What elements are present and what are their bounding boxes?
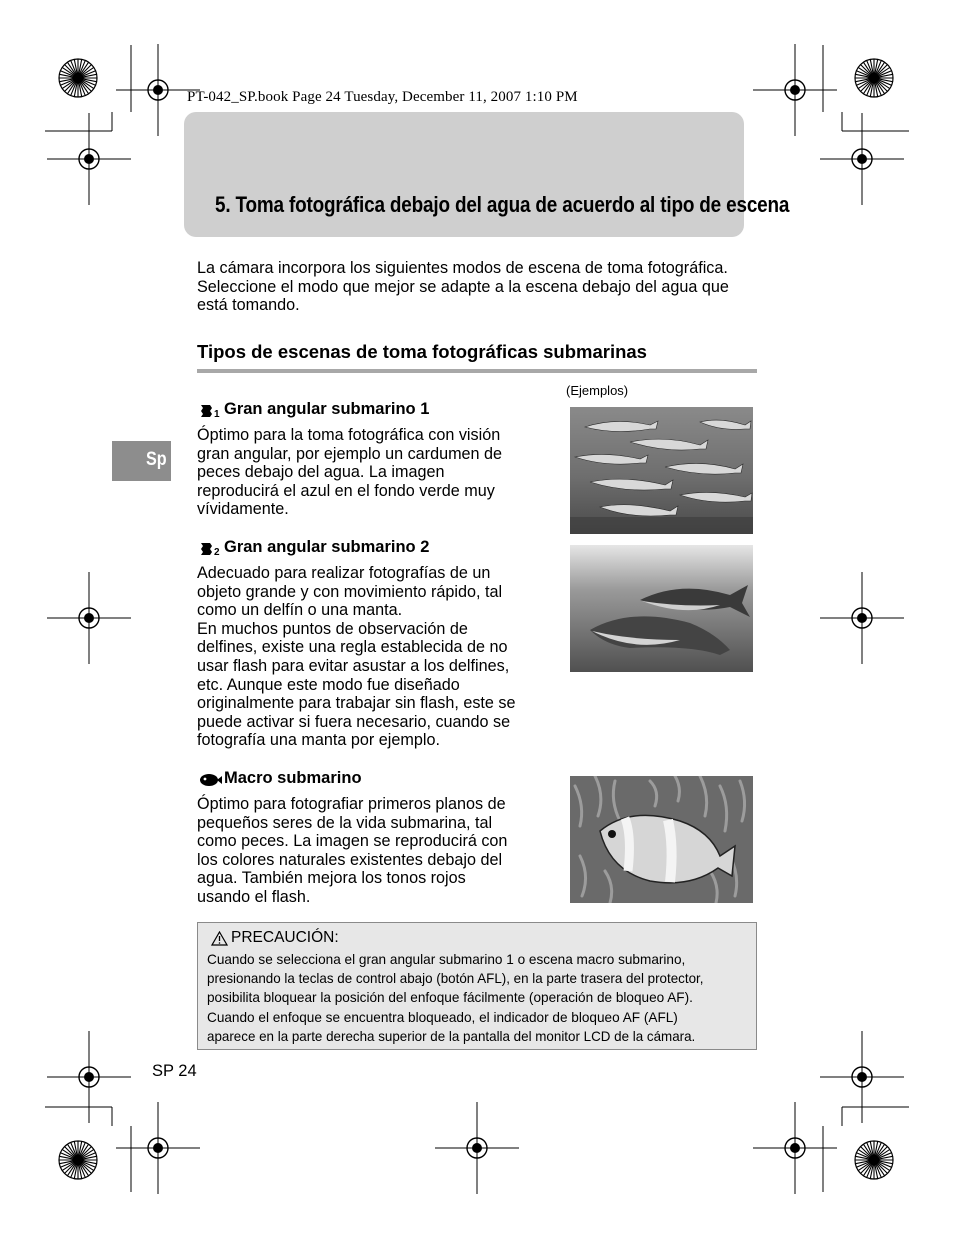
mode-line: Óptimo para la toma fotográfica con visión xyxy=(197,426,501,444)
mode-line: como un delfín o una manta. xyxy=(197,601,403,620)
language-tab-label: Sp xyxy=(146,449,167,470)
underwater-wide1-icon xyxy=(199,402,223,418)
mode-line: usar flash para evitar asustar a los delfines, xyxy=(197,656,510,675)
mode-line: Óptimo para fotografiar primeros planos de xyxy=(197,795,506,813)
intro-line: Seleccione el modo que mejor se adapte a la escena debajo del agua que xyxy=(197,277,729,296)
caution-line: posibilita bloquear la posición del enfoque fácilmente (operación de bloqueo AF). xyxy=(207,990,693,1006)
mode-heading-macro xyxy=(199,769,362,788)
mode-line: etc. Aunque este modo fue diseñado xyxy=(197,675,460,694)
underwater-wide2-icon xyxy=(199,540,223,556)
page-number: SP 24 xyxy=(152,1062,197,1080)
mode-line: peces debajo del agua. La imagen xyxy=(197,463,445,482)
caution-line: presionando la teclas de control abajo (botón AFL), en la parte trasera del protector, xyxy=(207,971,704,987)
intro-line: está tomando. xyxy=(197,296,300,315)
svg-text:2: 2 xyxy=(214,546,220,556)
mode-line: pequeños seres de la vida submarina, tal xyxy=(197,813,493,832)
caution-line: Cuando se selecciona el gran angular submarino 1 o escena macro submarino, xyxy=(207,952,686,967)
mode-line: objeto grande y con movimiento rápido, tal xyxy=(197,582,503,601)
mode-description-wide2 xyxy=(197,564,542,750)
title-banner xyxy=(184,112,744,237)
mode-title: Gran angular submarino 1 xyxy=(224,400,430,418)
print-header: PT-042_SP.book Page 24 Tuesday, December 11, 2007 1:10 PM xyxy=(187,89,578,105)
caution-line: aparece en la parte derecha superior de la pantalla del monitor LCD de la cámara. xyxy=(207,1028,696,1044)
mode-line: agua. También mejora los tonos rojos xyxy=(197,869,466,888)
mode-line: En muchos puntos de observación de xyxy=(197,619,468,638)
mode-line: gran angular, por ejemplo un cardumen de xyxy=(197,444,503,463)
mode-title: Macro submarino xyxy=(224,769,362,787)
caution-label: PRECAUCIÓN: xyxy=(231,929,339,946)
caution-line: Cuando el enfoque se encuentra bloqueado, el indicador de bloqueo AF (AFL) xyxy=(207,1009,678,1025)
clownfish-photo xyxy=(570,776,753,903)
mode-line: fotografía una manta por ejemplo. xyxy=(197,731,440,750)
mode-line: delfines, existe una regla establecida de no xyxy=(197,638,508,657)
mode-line: puede activar si fuera necesario, cuando se xyxy=(197,712,511,731)
mode-line: vívidamente. xyxy=(197,500,289,519)
underwater-macro-icon xyxy=(199,771,223,787)
svg-text:1: 1 xyxy=(214,408,220,418)
caution-heading xyxy=(211,929,339,947)
page-title: 5. Toma fotográfica debajo del agua de acuerdo al tipo de escena xyxy=(215,192,790,217)
mode-line: los colores naturales existentes debajo del xyxy=(197,850,503,869)
caution-text xyxy=(207,950,757,1046)
intro-line: La cámara incorpora los siguientes modos de escena de toma fotográfica. xyxy=(197,259,728,277)
mode-description-macro xyxy=(197,795,542,907)
section-divider xyxy=(197,369,757,373)
mode-line: reproducirá el azul en el fondo verde muy xyxy=(197,481,495,500)
school-of-barracuda-photo xyxy=(570,407,753,534)
mode-line: como peces. La imagen se reproducirá con xyxy=(197,832,508,851)
mode-title: Gran angular submarino 2 xyxy=(224,538,430,556)
examples-label: (Ejemplos) xyxy=(566,383,629,398)
mode-line: usando el flash. xyxy=(197,887,311,906)
mode-line: originalmente para trabajar sin flash, este se xyxy=(197,694,516,713)
section-title: Tipos de escenas de toma fotográficas submarinas xyxy=(197,341,647,362)
mode-description-wide1 xyxy=(197,426,542,519)
caution-box xyxy=(197,922,757,1050)
mode-line: Adecuado para realizar fotografías de un xyxy=(197,564,491,582)
mode-heading-wide2 xyxy=(199,538,429,557)
intro-paragraph xyxy=(197,259,767,315)
dolphins-photo xyxy=(570,545,753,672)
warning-icon xyxy=(211,931,228,946)
language-tab xyxy=(112,441,171,481)
mode-heading-wide1 xyxy=(199,400,429,419)
